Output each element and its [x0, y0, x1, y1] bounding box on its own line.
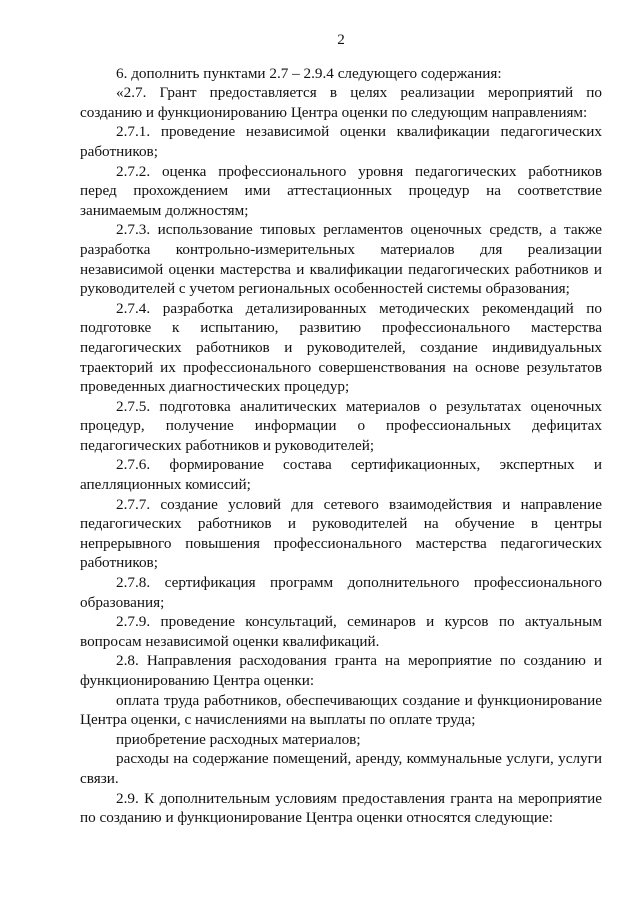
paragraph: 2.7.8. сертификация программ дополнительного профессионального образования; [80, 574, 602, 611]
paragraph: расходы на содержание помещений, аренду, коммунальные услуги, услуги связи. [80, 750, 602, 787]
paragraph: 2.7.7. создание условий для сетевого взаимодействия и направление педагогических работников и руководителей на обучение в центры непрерывного повышения профессионального мастерства педагогических работников; [80, 495, 602, 572]
paragraph: 2.7.4. разработка детализированных методических рекомендаций по подготовке к испытанию, развитию профессионального мастерства педагогических работников и руководителей, создание индивидуальных траекторий их профессионального совершенствования на основе результатов проведенных диагностических процедур; [80, 299, 602, 396]
paragraph: 2.7.5. подготовка аналитических материалов о результатах оценочных процедур, получение информации о профессиональных дефицитах педагогических работников и руководителей; [80, 397, 602, 454]
paragraph: 2.9. К дополнительным условиям предоставления гранта на мероприятие по созданию и функционирование Центра оценки относятся следующие: [80, 789, 602, 827]
document-body [80, 64, 602, 828]
paragraph: «2.7. Грант предоставляется в целях реализации мероприятий по созданию и функционированию Центра оценки по следующим направлениям: [80, 84, 602, 121]
paragraph: 2.7.9. проведение консультаций, семинаров и курсов по актуальным вопросам независимой оценки квалификаций. [80, 613, 602, 650]
paragraph: 2.7.2. оценка профессионального уровня педагогических работников перед прохождением ими аттестационных процедур на соответствие занимаемым должностям; [80, 162, 602, 219]
paragraph: оплата труда работников, обеспечивающих создание и функционирование Центра оценки, с начислениями на выплаты по оплате труда; [80, 691, 602, 729]
paragraph: приобретение расходных материалов; [116, 730, 361, 748]
page-number: 2 [337, 31, 345, 48]
paragraph: 2.7.6. формирование состава сертификационных, экспертных и апелляционных комиссий; [80, 456, 602, 494]
paragraph: 6. дополнить пунктами 2.7 – 2.9.4 следующего содержания: [116, 64, 502, 82]
paragraph: 2.7.1. проведение независимой оценки квалификации педагогических работников; [80, 123, 602, 160]
paragraph: 2.7.3. использование типовых регламентов оценочных средств, а также разработка контрольно-измерительных материалов для реализации независимой оценки мастерства и квалификации педагогических работников и руководителей с учетом региональных особенностей системы образования; [80, 221, 602, 298]
paragraph: 2.8. Направления расходования гранта на мероприятие по созданию и функционированию Центра оценки: [80, 652, 602, 689]
